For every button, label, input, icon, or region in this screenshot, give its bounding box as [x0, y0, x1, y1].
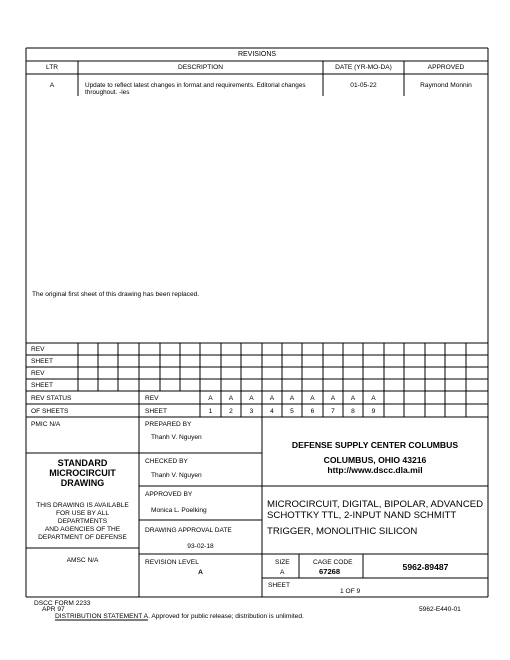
approved-by-name: Monica L. Poelking — [151, 507, 207, 514]
availability-line1: THIS DRAWING IS AVAILABLE — [36, 502, 129, 509]
rev-status-label: REV STATUS — [31, 395, 72, 402]
revision-level-label: REVISION LEVEL — [145, 559, 199, 566]
sheet-label: SHEET — [145, 408, 167, 415]
col-date-header: DATE (YR-MO-DA) — [335, 64, 392, 71]
sheet-value: 1 — [208, 408, 213, 415]
rev-value: A — [269, 395, 275, 402]
col-description-header: DESCRIPTION — [177, 64, 224, 71]
revision-description-line1: Update to reflect latest changes in format and requirements. Editorial changes — [85, 82, 306, 89]
revision-approver: Raymond Monnin — [420, 82, 472, 89]
col-approved-header: APPROVED — [427, 64, 465, 71]
drawing-number: 5962-89487 — [402, 562, 449, 572]
cage-code-value: 67268 — [319, 567, 341, 576]
document-code: 5962-E440-01 — [419, 606, 461, 613]
sheet-value: 5 — [290, 408, 294, 415]
rev-value: A — [350, 395, 356, 402]
sheet-value: 7 — [331, 408, 335, 415]
sheet-value: 1 OF 9 — [340, 588, 361, 595]
distribution-label: DISTRIBUTION STATEMENT A — [55, 613, 149, 620]
standard-title-line1: STANDARD — [57, 458, 108, 468]
drawing-title-line2: SCHOTTKY TTL, 2-INPUT NAND SCHMITT — [267, 510, 457, 521]
rev-value: A — [310, 395, 315, 402]
availability-line4: AND AGENCIES OF THE — [44, 526, 121, 533]
sheet-label: SHEET — [268, 582, 290, 589]
rev-value: A — [330, 395, 336, 402]
revision-level-value: A — [198, 569, 203, 576]
checked-by-name: Thanh V. Nguyen — [151, 472, 202, 479]
revision-date: 01-05-22 — [350, 82, 377, 89]
of-sheets-label: OF SHEETS — [31, 408, 69, 415]
sheet-value: 8 — [351, 408, 355, 415]
rev-value: A — [289, 395, 295, 402]
sheet-value: 4 — [270, 408, 274, 415]
cage-code-label: CAGE CODE — [313, 559, 353, 566]
revision-description-line2: throughout. -les — [85, 89, 130, 96]
rev-label: REV — [145, 395, 159, 402]
prepared-by-name: Thanh V. Nguyen — [151, 434, 202, 441]
approved-by-label: APPROVED BY — [145, 491, 193, 498]
drawing-title-line1: MICROCIRCUIT, DIGITAL, BIPOLAR, ADVANCED — [267, 499, 484, 510]
sheet-value: 9 — [371, 408, 376, 415]
agency-url: http://www.dscc.dla.mil — [327, 465, 423, 475]
approval-date-label: DRAWING APPROVAL DATE — [145, 527, 232, 534]
availability-line5: DEPARTMENT OF DEFENSE — [38, 534, 127, 541]
replaced-note: The original first sheet of this drawing has been replaced. — [32, 291, 200, 298]
revisions-title: REVISIONS — [237, 51, 277, 58]
rev-row-label: REV — [31, 370, 45, 377]
sheet-value: 3 — [249, 408, 254, 415]
rev-value: A — [228, 395, 234, 402]
availability-line2: FOR USE BY ALL — [55, 510, 110, 517]
sheet-value: 2 — [229, 408, 233, 415]
sheet-row-label: SHEET — [31, 358, 53, 365]
distribution-text: . Approved for public release; distribution is unlimited. — [148, 613, 304, 620]
approval-date-value: 93-02-18 — [187, 543, 214, 550]
sheet-value: 6 — [310, 408, 315, 415]
agency-name: DEFENSE SUPPLY CENTER COLUMBUS — [291, 440, 459, 450]
checked-by-label: CHECKED BY — [145, 458, 188, 465]
rev-row-label: REV — [31, 346, 45, 353]
rev-value: A — [208, 395, 213, 402]
rev-value: A — [371, 395, 376, 402]
amsc-label: AMSC N/A — [66, 557, 99, 564]
size-value: A — [280, 569, 285, 576]
drawing-title-line3: TRIGGER, MONOLITHIC SILICON — [267, 526, 418, 537]
col-ltr-header: LTR — [46, 64, 58, 71]
agency-address: COLUMBUS, OHIO 43216 — [323, 455, 427, 465]
prepared-by-label: PREPARED BY — [145, 421, 192, 428]
availability-line3: DEPARTMENTS — [57, 518, 108, 525]
distribution-statement — [55, 613, 304, 621]
standard-title-line2: MICROCIRCUIT — [49, 468, 116, 478]
pmic-label: PMIC N/A — [31, 421, 61, 428]
form-date: APR 97 — [42, 606, 65, 613]
standard-title-line3: DRAWING — [60, 478, 105, 488]
rev-value: A — [249, 395, 254, 402]
form-number: DSCC FORM 2233 — [34, 600, 91, 607]
sheet-row-label: SHEET — [31, 382, 53, 389]
size-label: SIZE — [275, 559, 290, 566]
revision-letter: A — [49, 82, 55, 89]
